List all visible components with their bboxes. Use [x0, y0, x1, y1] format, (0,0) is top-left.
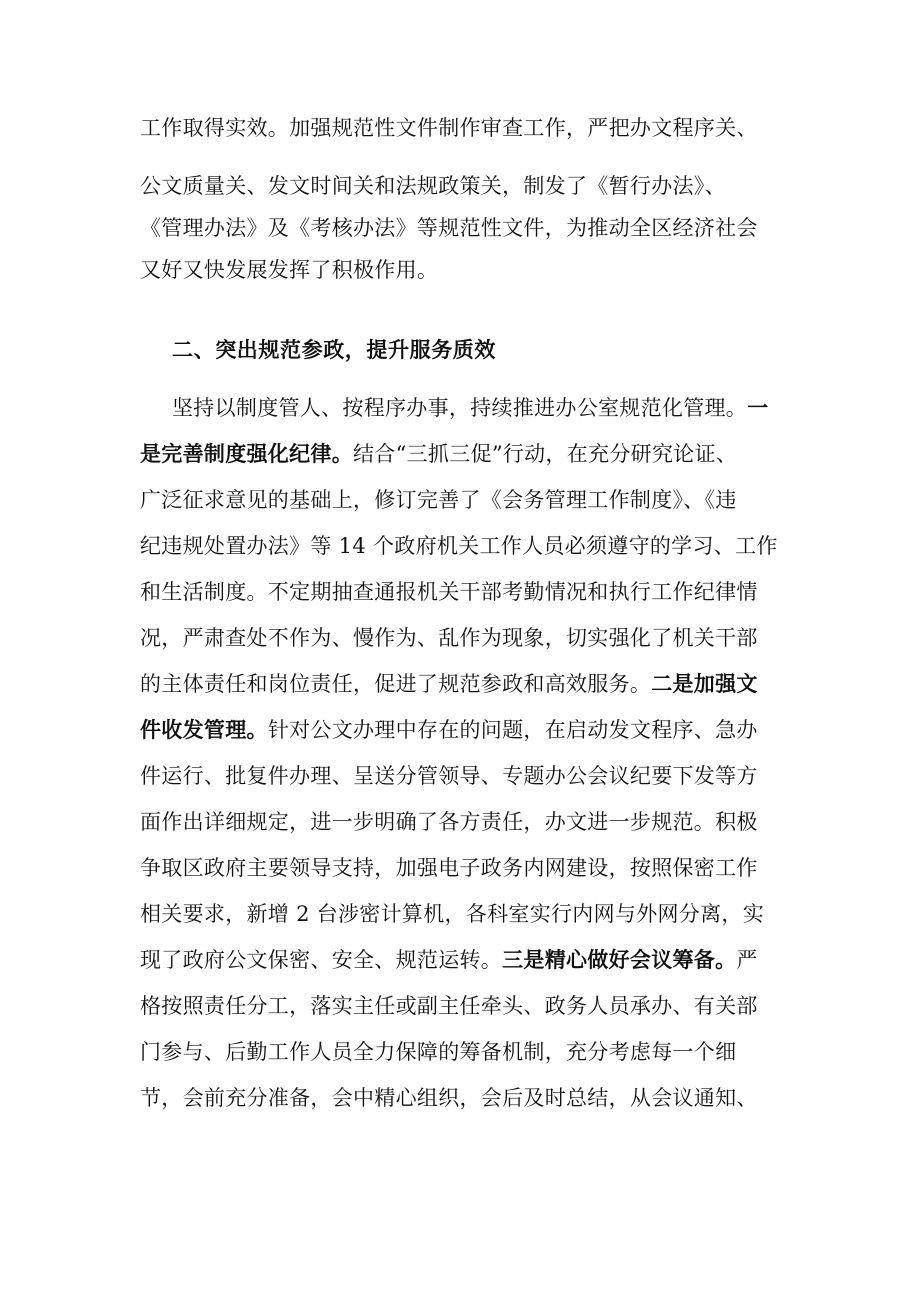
bold-lead: 三是精心做好会议筹备。	[502, 948, 737, 972]
bold-lead: 一	[747, 396, 769, 420]
paragraph-text: 针对公文办理中存在的问题，在启动发文程序、急办	[267, 718, 758, 742]
paragraph-text: 坚持以制度管人、按程序办事，持续推进办公室规范化管理。	[172, 396, 748, 420]
paragraph-line	[140, 940, 758, 980]
paragraph-text: 严	[736, 948, 758, 972]
paragraph-line: 公文质量关、发文时间关和法规政策关，制发了《暂行办法》、	[140, 174, 726, 198]
bold-lead: 二是加强文	[651, 672, 758, 696]
paragraph-line	[140, 664, 758, 704]
paragraph-line: 广泛征求意见的基础上，修订完善了《会务管理工作制度》、《违	[140, 488, 737, 512]
section-heading: 二、突出规范参政，提升服务质效	[172, 338, 496, 362]
paragraph-line: 况，严肃查处不作为、慢作为、乱作为现象，切实强化了机关干部	[140, 626, 758, 650]
paragraph-line	[140, 710, 758, 750]
paragraph-line: 争取区政府主要领导支持，加强电子政务内网建设，按照保密工作	[140, 856, 758, 880]
paragraph-text: 结合“三抓三促”行动，在充分研究论证、	[353, 442, 738, 466]
paragraph-line	[140, 434, 737, 474]
paragraph-line: 件运行、批复件办理、呈送分管领导、专题办公会议纪要下发等方	[140, 764, 758, 788]
paragraph-line	[172, 388, 768, 428]
paragraph-line: 门参与、后勤工作人员全力保障的筹备机制，充分考虑每一个细	[140, 1040, 737, 1064]
paragraph-line: 格按照责任分工，落实主任或副主任牵头、政务人员承办、有关部	[140, 994, 758, 1018]
paragraph-line: 面作出详细规定，进一步明确了各方责任，办文进一步规范。积极	[140, 810, 758, 834]
paragraph-line: 《管理办法》及《考核办法》等规范性文件，为推动全区经济社会	[140, 216, 758, 240]
paragraph-text: 的主体责任和岗位责任，促进了规范参政和高效服务。	[140, 672, 652, 696]
paragraph-line: 和生活制度。不定期抽查通报机关干部考勤情况和执行工作纪律情	[140, 580, 758, 604]
paragraph-text: 现了政府公文保密、安全、规范运转。	[140, 948, 503, 972]
bold-lead: 件收发管理。	[140, 718, 268, 742]
paragraph-line: 节，会前充分准备，会中精心组织，会后及时总结，从会议通知、	[140, 1086, 758, 1110]
paragraph-line: 相关要求，新增 2 台涉密计算机，各科室实行内网与外网分离，实	[140, 902, 765, 926]
bold-lead: 是完善制度强化纪律。	[140, 442, 353, 466]
paragraph-line: 工作取得实效。加强规范性文件制作审查工作，严把办文程序关、	[140, 116, 758, 140]
paragraph-line: 纪违规处置办法》等 14 个政府机关工作人员必须遵守的学习、工作	[140, 534, 778, 558]
paragraph-line: 又好又快发展发挥了积极作用。	[140, 258, 439, 282]
